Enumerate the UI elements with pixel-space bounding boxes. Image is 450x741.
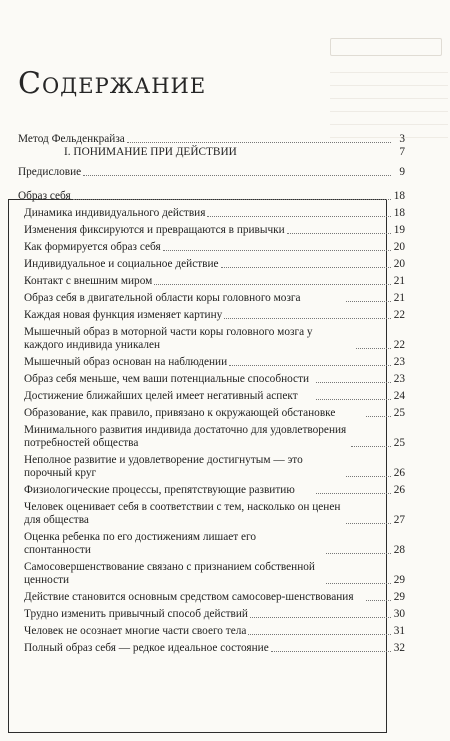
toc-entry-text: Образ себя меньше, чем ваши потенциальные способности	[24, 373, 310, 385]
toc-entry-2[interactable]	[18, 166, 405, 179]
table-of-contents	[18, 133, 405, 655]
toc-entry-text: Как формируется образ себя	[24, 241, 161, 253]
toc-leader	[229, 365, 391, 366]
toc-entry-23[interactable]	[18, 608, 405, 621]
toc-entry-text: Мышечный образ в моторной части коры головного мозга у каждого индивида уникален	[24, 326, 313, 351]
toc-entry-page: 20	[393, 241, 405, 253]
toc-entry-18[interactable]	[18, 484, 405, 497]
toc-entry-page: 29	[393, 591, 405, 603]
toc-entry-page: 18	[393, 190, 405, 202]
toc-entry-0[interactable]	[18, 133, 405, 146]
toc-entry-7[interactable]	[18, 258, 405, 271]
toc-entry-text: Контакт с внешним миром	[24, 275, 153, 287]
toc-entry-page: 23	[393, 356, 405, 368]
toc-leader	[271, 651, 391, 652]
toc-leader	[316, 399, 391, 400]
toc-leader	[163, 250, 391, 251]
toc-leader	[316, 382, 391, 383]
toc-entry-5[interactable]	[18, 224, 405, 237]
toc-entry-text: Физиологические процессы, препятствующие развитию	[24, 484, 295, 496]
toc-leader	[346, 523, 391, 524]
toc-entry-page: 7	[399, 146, 405, 158]
toc-entry-15[interactable]	[18, 407, 405, 420]
toc-leader	[83, 175, 391, 176]
toc-entry-page: 3	[399, 133, 405, 145]
toc-entry-page: 20	[393, 258, 405, 270]
toc-entry-10[interactable]	[18, 309, 405, 322]
toc-entry-text: Образование, как правило, привязано к окружающей обстановке	[24, 407, 336, 419]
toc-leader	[250, 617, 391, 618]
toc-entry-page: 30	[393, 608, 405, 620]
toc-entry-text: Действие становится основным средством самосовер-шенствования	[24, 591, 354, 603]
toc-leader	[224, 318, 391, 319]
toc-entry-text: Изменения фиксируются и превращаются в привычки	[24, 224, 285, 236]
bleed-through-box	[330, 38, 442, 56]
toc-entry-text: Мышечный образ основан на наблюдении	[24, 356, 228, 368]
toc-entry-page: 22	[393, 339, 405, 351]
toc-section-heading[interactable]	[18, 146, 405, 159]
toc-leader	[127, 142, 391, 143]
toc-leader	[287, 233, 391, 234]
toc-entry-text: Полный образ себя — редкое идеальное состояние	[24, 642, 269, 654]
toc-entry-page: 22	[393, 309, 405, 321]
toc-entry-text: Индивидуальное и социальное действие	[24, 258, 219, 270]
toc-leader	[326, 553, 391, 554]
toc-leader	[221, 267, 391, 268]
toc-entry-17[interactable]	[18, 454, 405, 480]
toc-leader	[366, 416, 391, 417]
toc-entry-text: Человек оценивает себя в соответствии с тем, насколько он ценен для общества	[24, 501, 341, 526]
toc-entry-3[interactable]	[18, 190, 405, 203]
toc-entry-9[interactable]	[18, 292, 405, 305]
toc-leader	[346, 476, 391, 477]
toc-entry-page: 28	[393, 544, 405, 556]
toc-entry-22[interactable]	[18, 591, 405, 604]
toc-entry-text: Оценка ребенка по его достижениям лишает его спонтанности	[24, 531, 257, 556]
toc-entry-text: Достижение ближайших целей имеет негативный аспект	[24, 390, 298, 402]
toc-entry-6[interactable]	[18, 241, 405, 254]
toc-entry-page: 21	[393, 275, 405, 287]
toc-entry-page: 9	[399, 166, 405, 178]
toc-entry-page: 19	[393, 224, 405, 236]
toc-entry-text: Каждая новая функция изменяет картину	[24, 309, 223, 321]
toc-entry-text: Динамика индивидуального действия	[24, 207, 206, 219]
toc-entry-20[interactable]	[18, 531, 405, 557]
toc-entry-page: 26	[393, 484, 405, 496]
toc-entry-page: 31	[393, 625, 405, 637]
toc-leader	[366, 600, 391, 601]
toc-entry-text: Предисловие	[18, 166, 82, 178]
toc-entry-page: 23	[393, 373, 405, 385]
section-heading-text: I. ПОНИМАНИЕ ПРИ ДЕЙСТВИИ	[64, 146, 237, 158]
toc-entry-page: 21	[393, 292, 405, 304]
toc-entry-13[interactable]	[18, 373, 405, 386]
toc-leader	[73, 199, 391, 200]
toc-leader	[154, 284, 391, 285]
toc-entry-11[interactable]	[18, 326, 405, 352]
toc-entry-text: Образ себя в двигательной области коры головного мозга	[24, 292, 301, 304]
toc-leader	[346, 301, 391, 302]
toc-leader	[248, 634, 391, 635]
toc-entry-text: Образ себя	[18, 190, 71, 202]
toc-entry-page: 24	[393, 390, 405, 402]
toc-entry-25[interactable]	[18, 642, 405, 655]
toc-entry-page: 26	[393, 467, 405, 479]
toc-entry-page: 25	[393, 437, 405, 449]
toc-entry-12[interactable]	[18, 356, 405, 369]
toc-entry-page: 25	[393, 407, 405, 419]
toc-entry-8[interactable]	[18, 275, 405, 288]
toc-leader	[207, 216, 391, 217]
toc-entry-4[interactable]	[18, 207, 405, 220]
toc-entry-text: Неполное развитие и удовлетворение достигнутым — это порочный круг	[24, 454, 303, 479]
toc-entry-page: 32	[393, 642, 405, 654]
toc-leader	[316, 493, 391, 494]
toc-entry-page: 29	[393, 574, 405, 586]
toc-entry-text: Минимального развития индивида достаточно для удовлетворения потребностей общества	[24, 424, 347, 449]
toc-entry-24[interactable]	[18, 625, 405, 638]
toc-entry-16[interactable]	[18, 424, 405, 450]
toc-entry-19[interactable]	[18, 501, 405, 527]
toc-leader	[356, 348, 391, 349]
toc-leader	[326, 583, 391, 584]
toc-entry-21[interactable]	[18, 561, 405, 587]
toc-entry-page: 27	[393, 514, 405, 526]
toc-entry-text: Человек не осознает многие части своего тела	[24, 625, 247, 637]
toc-leader	[351, 446, 391, 447]
toc-entry-text: Трудно изменить привычный способ действий	[24, 608, 248, 620]
page-title: Содержание	[18, 66, 207, 101]
toc-entry-14[interactable]	[18, 390, 405, 403]
toc-entry-text: Метод Фельденкрайза	[18, 133, 125, 145]
toc-entry-page: 18	[393, 207, 405, 219]
toc-entry-text: Самосовершенствование связано с признанием собственной ценности	[24, 561, 315, 586]
bleed-through-lines	[330, 60, 448, 140]
